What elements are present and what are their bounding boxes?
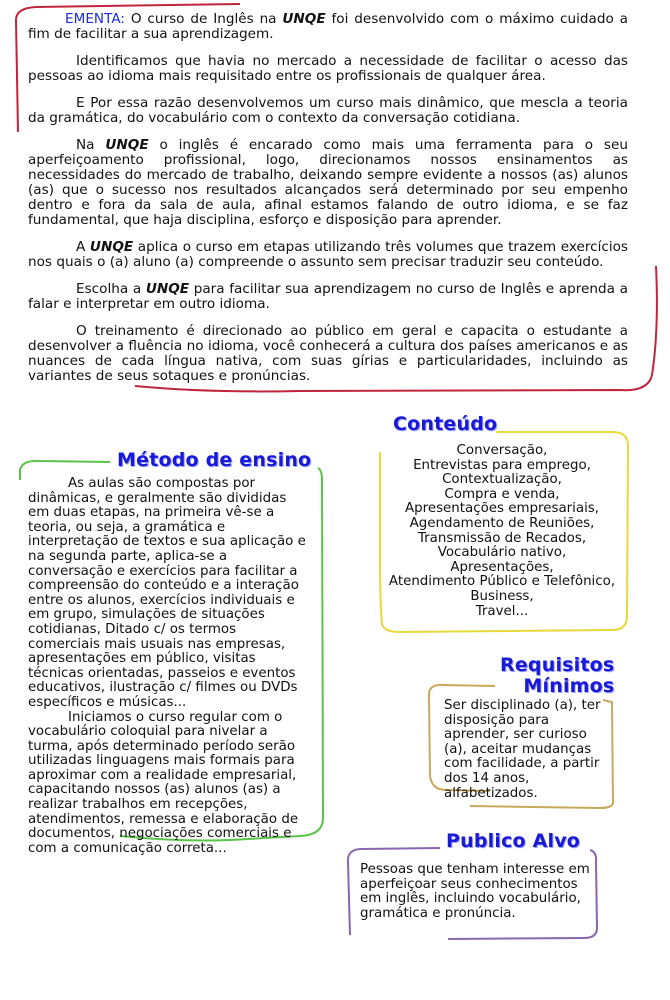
list-item: Transmissão de Recados, bbox=[417, 530, 587, 546]
list-item: Vocabulário nativo, bbox=[437, 545, 567, 561]
ementa-paragraph-2: Identificamos que havia no mercado a necessidade de facilitar o acesso das pessoas ao idioma mais requisitado entre os profissionais de qualquer área. bbox=[28, 53, 628, 84]
brand-name: UNQE bbox=[105, 137, 149, 153]
ementa-paragraph-6: Escolha a UNQE para facilitar sua aprendizagem no curso de Inglês e aprenda a falar e interpretar em outro idioma. bbox=[28, 281, 628, 312]
list-item: Contextualização, bbox=[442, 472, 562, 488]
ementa-paragraph-7: O treinamento é direcionado ao público em geral e capacita o estudante a desenvolver a fluência no idioma, você conhecerá a cultura dos países americanos e as nuances de cada língua nativa, com suas gírias e particularidades, incluindo as variantes de seus sotaques e pronúncias. bbox=[28, 323, 628, 384]
ementa-paragraph-3: E Por essa razão desenvolvemos um curso mais dinâmico, que mescla a teoria da gramática, do vocabulário com o contexto da conversação cotidiana. bbox=[28, 95, 628, 126]
list-item: Entrevistas para emprego, bbox=[413, 457, 591, 473]
requisitos-text: Ser disciplinado (a), ter disposição para aprender, ser curioso (a), aceitar mudanças com facilidade, a partir dos 14 anos, alfabetizados. bbox=[444, 698, 601, 801]
list-item: Compra e venda, bbox=[444, 486, 560, 502]
list-item: Conversação, bbox=[456, 443, 548, 458]
list-item: Apresentações empresariais, bbox=[404, 501, 600, 517]
brand-name: UNQE bbox=[282, 11, 326, 27]
ementa-paragraph-1: EMENTA: O curso de Inglês na UNQE foi desenvolvido com o máximo cuidado a fim de facilitar a sua aprendizagem. bbox=[28, 11, 628, 42]
ementa-section bbox=[28, 12, 628, 396]
brand-name: UNQE bbox=[145, 281, 190, 297]
requisitos-heading-line-1: Requisitos bbox=[500, 654, 615, 676]
ementa-label: EMENTA: bbox=[65, 11, 125, 27]
ementa-paragraph-4: Na UNQE o inglês é encarado como mais uma ferramenta para o seu aperfeiçoamento profissional, logo, direcionamos nossos ensinamentos as necessidades do mercado de trabalho, deixando sempre evidente a nossos (as) alunos (as) que o sucesso nos resultados alcançados será determinado por seu empenho dentro e fora da sala de aula, afinal estamos falando de outro idioma, e se faz fundamental, que haja disciplina, esforço e disposição para aprender. bbox=[28, 137, 628, 228]
publico-text: Pessoas que tenham interesse em aperfeiçoar seus conhecimentos em inglês, incluindo vocabulário, gramática e pronúncia. bbox=[360, 862, 590, 921]
list-item: Travel... bbox=[475, 603, 529, 619]
publico-heading: Publico Alvo bbox=[446, 830, 581, 852]
requisitos-heading bbox=[500, 655, 614, 697]
list-item: Atendimento Público e Telefônico, bbox=[388, 574, 616, 590]
conteudo-heading: Conteúdo bbox=[393, 413, 498, 435]
metodo-paragraph-1: As aulas são compostas por dinâmicas, e geralmente são divididas em duas etapas, na primeira vê-se a teoria, ou seja, a gramática e interpretação de textos e sua aplicação e na segunda parte, aplica-se a conversação e exercícios para facilitar a compreensão do conteúdo e a interação entre os alunos, exercícios individuais e em grupo, simulações de situações cotidianas, Ditado c/ os termos comerciais mais usuais nas empresas, apresentações em público, visitas técnicas orientadas, passeios e eventos educativos, ilustração c/ filmes ou DVDs específicos e músicas... bbox=[28, 476, 306, 710]
list-item: Agendamento de Reuniões, bbox=[409, 515, 595, 531]
requisitos-heading-line-2: Mínimos bbox=[523, 675, 615, 697]
metodo-heading: Método de ensino bbox=[117, 449, 312, 471]
list-item: Apresentações, bbox=[450, 559, 554, 575]
list-item: Business, bbox=[470, 588, 534, 604]
metodo-section bbox=[28, 477, 310, 856]
conteudo-list bbox=[384, 444, 620, 619]
brand-name: UNQE bbox=[89, 239, 134, 255]
ementa-paragraph-5: A UNQE aplica o curso em etapas utilizando três volumes que trazem exercícios nos quais o (a) aluno (a) compreende o assunto sem precisar traduzir seu conteúdo. bbox=[28, 239, 629, 270]
metodo-paragraph-2: Iniciamos o curso regular com o vocabulário coloquial para nivelar a turma, após determinado período serão utilizadas linguagens mais formais para aproximar com a realidade empresarial, capacitando nossos (as) alunos (as) a realizar trabalhos em recepções, atendimentos, remessa e elaboração de documentos, negociações comerciais e com a comunicação correta... bbox=[28, 709, 299, 856]
